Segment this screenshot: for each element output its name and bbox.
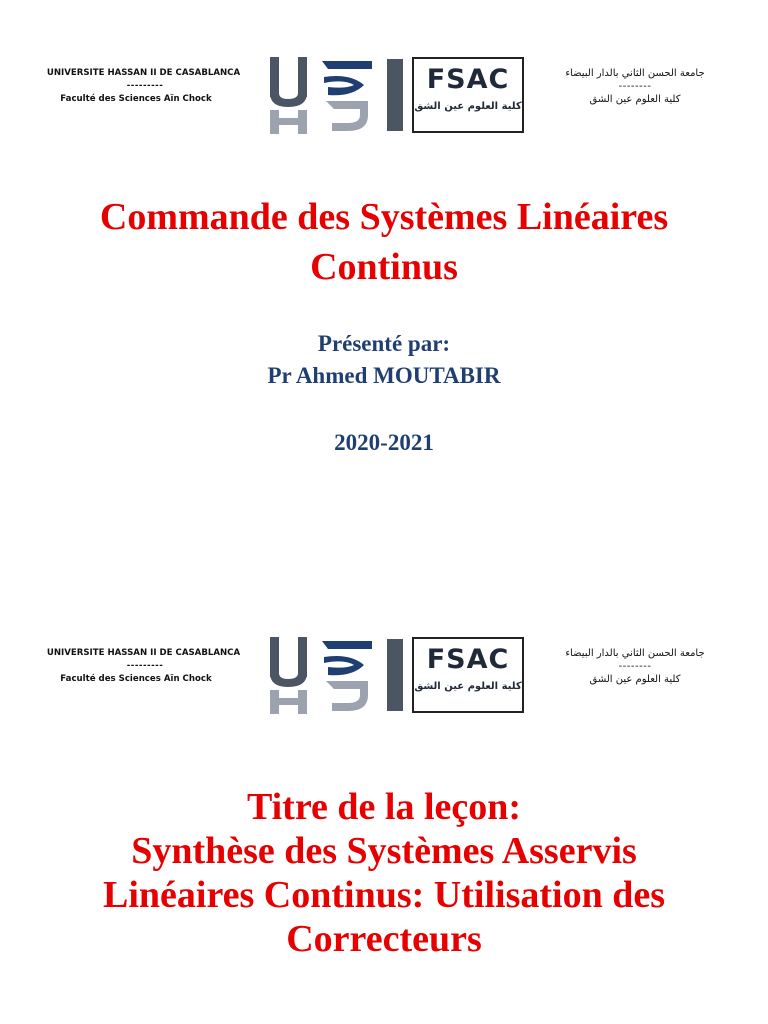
university-name-fr: UNIVERSITE HASSAN II DE CASABLANCA bbox=[46, 648, 241, 658]
institution-header bbox=[40, 55, 730, 135]
presenter-block bbox=[0, 328, 768, 392]
header-left-french bbox=[40, 647, 250, 686]
faculty-name-fr: Faculté des Sciences Aïn Chock bbox=[60, 94, 212, 104]
uh2c-logo-icon bbox=[268, 635, 378, 715]
academic-year: 2020-2021 bbox=[334, 430, 434, 455]
presented-by-label: Présenté par: bbox=[317, 331, 451, 356]
fsac-logo-text: FSAC bbox=[426, 64, 510, 95]
faculty-name-ar: كلية العلوم عين الشق bbox=[589, 94, 681, 105]
header-left-french bbox=[40, 67, 250, 106]
header-separator: --------- bbox=[126, 81, 164, 91]
lesson-title-line2: Linéaires Continus: Utilisation des bbox=[103, 874, 665, 916]
uh2c-logo-icon bbox=[268, 55, 378, 135]
fsac-logo bbox=[412, 637, 524, 713]
fsac-logo bbox=[412, 57, 524, 133]
header-separator-ar: -------- bbox=[618, 81, 652, 92]
header-right-arabic bbox=[540, 645, 730, 688]
university-name-ar: جامعة الحسن الثاني بالدار البيضاء bbox=[565, 648, 705, 659]
fsac-logo-arabic: كلية العلوم عين الشق bbox=[414, 101, 522, 112]
header-separator-ar: -------- bbox=[618, 661, 652, 672]
presenter-name: Pr Ahmed MOUTABIR bbox=[267, 363, 501, 388]
university-name-fr: UNIVERSITE HASSAN II DE CASABLANCA bbox=[46, 68, 241, 78]
university-name-ar: جامعة الحسن الثاني بالدار البيضاء bbox=[565, 68, 705, 79]
fsac-logo-text: FSAC bbox=[426, 644, 510, 675]
logo-divider-bar bbox=[387, 639, 403, 711]
lesson-label: Titre de la leçon: bbox=[246, 786, 522, 828]
lesson-slide bbox=[0, 580, 768, 1024]
institution-header bbox=[40, 635, 730, 715]
header-right-arabic bbox=[540, 65, 730, 108]
logo-divider-bar bbox=[387, 59, 403, 131]
course-title-line2: Continus bbox=[310, 246, 458, 288]
course-title-line1: Commande des Systèmes Linéaires bbox=[99, 196, 669, 238]
lesson-title-line1: Synthèse des Systèmes Asservis bbox=[131, 830, 637, 872]
lesson-title bbox=[0, 785, 768, 961]
faculty-name-fr: Faculté des Sciences Aïn Chock bbox=[60, 674, 212, 684]
faculty-name-ar: كلية العلوم عين الشق bbox=[589, 674, 681, 685]
course-title bbox=[0, 192, 768, 292]
fsac-logo-arabic: كلية العلوم عين الشق bbox=[414, 681, 522, 692]
header-separator: --------- bbox=[126, 661, 164, 671]
lesson-title-line3: Correcteurs bbox=[286, 918, 482, 960]
